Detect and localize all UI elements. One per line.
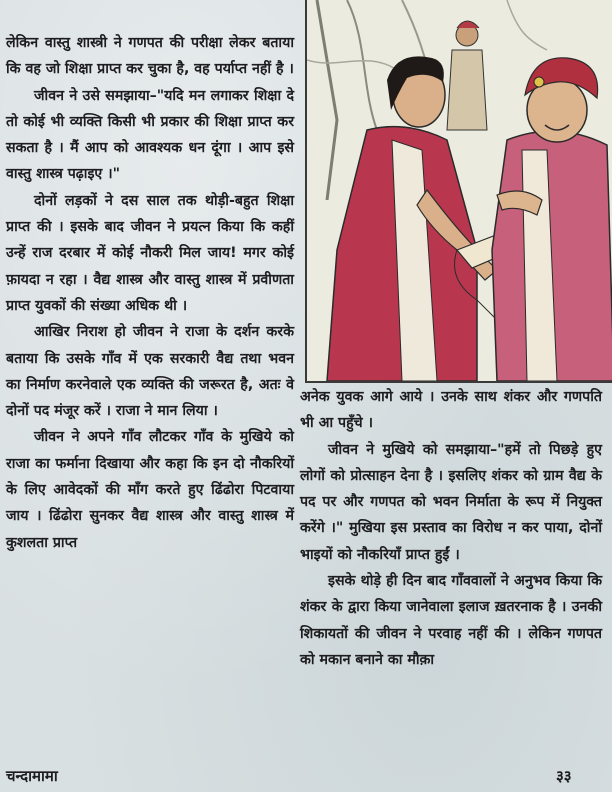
magazine-title: चन्दामामा: [6, 767, 58, 785]
page-number: ३३: [556, 767, 572, 785]
paragraph: अनेक युवक आगे आये । उनके साथ शंकर और गणपति भी आ पहुँचे ।: [300, 389, 602, 432]
story-illustration: [305, 0, 612, 383]
right-text-column: [300, 384, 602, 673]
paragraph: लेकिन वास्तु शास्त्री ने गणपत की परीक्षा लेकर बताया कि वह जो शिक्षा प्राप्त कर चुका है, वह पर्याप्त नहीं है ।: [6, 35, 294, 78]
paragraph: दोनों लड़कों ने दस साल तक थोड़ी-बहुत शिक्षा प्राप्त की । इसके बाद जीवन ने प्रयत्न किया कि कहीं उन्हें राज दरबार में कोई नौकरी मिल जाय! मगर कोई फ़ायदा न रहा । वैद्य शास्त्र और वास्तु शास्त्र में प्रवीणता प्राप्त युवकों की संख्या अधिक थी ।: [6, 192, 294, 314]
paragraph: जीवन ने अपने गाँव लौटकर गाँव के मुखिये को राजा का फर्माना दिखाया और कहा कि इन दो नौकरियों के लिए आवेदकों की माँग करते हुए ढिंढोरा पिटवाया जाय । ढिंढोरा सुनकर वैद्य शास्त्र और वास्तु शास्त्र में कुशलता प्राप्त: [6, 429, 294, 551]
paragraph: जीवन ने उसे समझाया–"यदि मन लगाकर शिक्षा दे तो कोई भी व्यक्ति किसी भी प्रकार की शिक्षा प्राप्त कर सकता है । मैं आप को आवश्यक धन दूंगा । आप इसे वास्तु शास्त्र पढ़ाइए ।": [6, 87, 294, 183]
paragraph: इसके थोड़े ही दिन बाद गाँववालों ने अनुभव किया कि शंकर के द्वारा किया जानेवाला इलाज ख़तरनाक है । उनकी शिकायतों की जीवन ने परवाह नहीं की । लेकिन गणपत को मकान बनाने का मौक़ा: [300, 573, 602, 668]
paragraph: आखिर निराश हो जीवन ने राजा के दर्शन करके बताया कि उसके गाँव में एक सरकारी वैद्य तथा भवन का निर्माण करनेवाले एक व्यक्ति की जरूरत है, अतः वे दोनों पद मंजूर करें । राजा ने मान लिया ।: [6, 324, 294, 420]
paragraph: जीवन ने मुखिये को समझाया–"हमें तो पिछड़े हुए लोगों को प्रोत्साहन देना है । इसलिए शंकर को ग्राम वैद्य के पद पर और गणपत को भवन निर्माता के रूप में नियुक्त करेंगे ।" मुखिया इस प्रस्ताव का विरोध न कर पाया, दोनों भाइयों को नौकरियाँ प्राप्त हुईं ।: [300, 441, 602, 563]
left-text-column: [6, 30, 294, 556]
